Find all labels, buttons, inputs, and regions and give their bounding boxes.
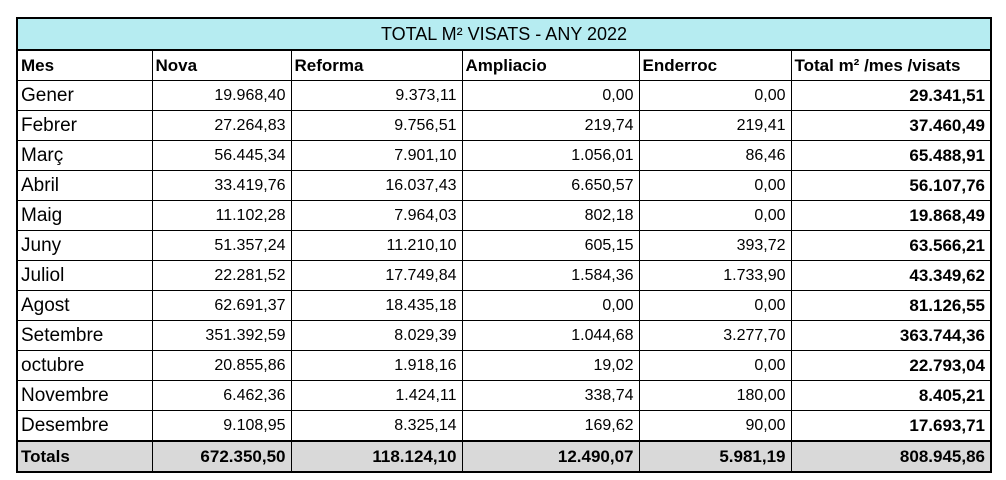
month-cell: Març [17, 141, 152, 171]
nova-cell: 51.357,24 [152, 231, 291, 261]
totals-ampliacio: 12.490,07 [462, 441, 639, 472]
enderroc-cell: 3.277,70 [639, 321, 791, 351]
table-row [17, 411, 991, 442]
month-cell: Desembre [17, 411, 152, 442]
reforma-cell: 16.037,43 [291, 171, 462, 201]
table-row [17, 261, 991, 291]
enderroc-cell: 0,00 [639, 171, 791, 201]
header-row [17, 50, 991, 81]
ampliacio-cell: 605,15 [462, 231, 639, 261]
enderroc-cell: 393,72 [639, 231, 791, 261]
total-cell: 56.107,76 [791, 171, 991, 201]
table-row [17, 81, 991, 111]
total-cell: 37.460,49 [791, 111, 991, 141]
reforma-cell: 1.918,16 [291, 351, 462, 381]
enderroc-cell: 90,00 [639, 411, 791, 442]
ampliacio-cell: 1.584,36 [462, 261, 639, 291]
totals-total: 808.945,86 [791, 441, 991, 472]
table-row [17, 381, 991, 411]
month-cell: Maig [17, 201, 152, 231]
header-enderroc: Enderroc [639, 50, 791, 81]
ampliacio-cell: 802,18 [462, 201, 639, 231]
ampliacio-cell: 6.650,57 [462, 171, 639, 201]
total-cell: 81.126,55 [791, 291, 991, 321]
header-ampliacio: Ampliacio [462, 50, 639, 81]
table-row [17, 171, 991, 201]
ampliacio-cell: 0,00 [462, 81, 639, 111]
ampliacio-cell: 0,00 [462, 291, 639, 321]
total-cell: 8.405,21 [791, 381, 991, 411]
reforma-cell: 7.901,10 [291, 141, 462, 171]
nova-cell: 20.855,86 [152, 351, 291, 381]
nova-cell: 33.419,76 [152, 171, 291, 201]
enderroc-cell: 0,00 [639, 351, 791, 381]
totals-nova: 672.350,50 [152, 441, 291, 472]
enderroc-cell: 0,00 [639, 201, 791, 231]
totals-enderroc: 5.981,19 [639, 441, 791, 472]
reforma-cell: 8.029,39 [291, 321, 462, 351]
enderroc-cell: 180,00 [639, 381, 791, 411]
table-row [17, 111, 991, 141]
month-cell: Juliol [17, 261, 152, 291]
nova-cell: 6.462,36 [152, 381, 291, 411]
reforma-cell: 9.756,51 [291, 111, 462, 141]
reforma-cell: 1.424,11 [291, 381, 462, 411]
month-cell: Febrer [17, 111, 152, 141]
month-cell: Juny [17, 231, 152, 261]
total-cell: 63.566,21 [791, 231, 991, 261]
enderroc-cell: 86,46 [639, 141, 791, 171]
table-title: TOTAL M² VISATS - ANY 2022 [17, 18, 991, 50]
header-total: Total m² /mes /visats [791, 50, 991, 81]
total-cell: 19.868,49 [791, 201, 991, 231]
nova-cell: 22.281,52 [152, 261, 291, 291]
table-row [17, 231, 991, 261]
header-mes: Mes [17, 50, 152, 81]
nova-cell: 56.445,34 [152, 141, 291, 171]
month-cell: Novembre [17, 381, 152, 411]
month-cell: Abril [17, 171, 152, 201]
total-cell: 43.349,62 [791, 261, 991, 291]
enderroc-cell: 219,41 [639, 111, 791, 141]
totals-label: Totals [17, 441, 152, 472]
totals-reforma: 118.124,10 [291, 441, 462, 472]
table-row [17, 141, 991, 171]
table-row [17, 201, 991, 231]
visats-table [16, 17, 992, 473]
reforma-cell: 8.325,14 [291, 411, 462, 442]
total-cell: 363.744,36 [791, 321, 991, 351]
nova-cell: 351.392,59 [152, 321, 291, 351]
spreadsheet [16, 17, 992, 473]
ampliacio-cell: 1.044,68 [462, 321, 639, 351]
nova-cell: 11.102,28 [152, 201, 291, 231]
table-row [17, 291, 991, 321]
reforma-cell: 17.749,84 [291, 261, 462, 291]
nova-cell: 27.264,83 [152, 111, 291, 141]
nova-cell: 62.691,37 [152, 291, 291, 321]
ampliacio-cell: 1.056,01 [462, 141, 639, 171]
reforma-cell: 9.373,11 [291, 81, 462, 111]
ampliacio-cell: 338,74 [462, 381, 639, 411]
month-cell: Setembre [17, 321, 152, 351]
ampliacio-cell: 19,02 [462, 351, 639, 381]
title-row [17, 18, 991, 50]
totals-row [17, 441, 991, 472]
month-cell: octubre [17, 351, 152, 381]
reforma-cell: 7.964,03 [291, 201, 462, 231]
nova-cell: 19.968,40 [152, 81, 291, 111]
nova-cell: 9.108,95 [152, 411, 291, 442]
total-cell: 29.341,51 [791, 81, 991, 111]
enderroc-cell: 1.733,90 [639, 261, 791, 291]
month-cell: Agost [17, 291, 152, 321]
month-cell: Gener [17, 81, 152, 111]
reforma-cell: 11.210,10 [291, 231, 462, 261]
total-cell: 22.793,04 [791, 351, 991, 381]
total-cell: 65.488,91 [791, 141, 991, 171]
header-reforma: Reforma [291, 50, 462, 81]
table-row [17, 351, 991, 381]
enderroc-cell: 0,00 [639, 81, 791, 111]
reforma-cell: 18.435,18 [291, 291, 462, 321]
ampliacio-cell: 169,62 [462, 411, 639, 442]
ampliacio-cell: 219,74 [462, 111, 639, 141]
enderroc-cell: 0,00 [639, 291, 791, 321]
table-row [17, 321, 991, 351]
total-cell: 17.693,71 [791, 411, 991, 442]
header-nova: Nova [152, 50, 291, 81]
